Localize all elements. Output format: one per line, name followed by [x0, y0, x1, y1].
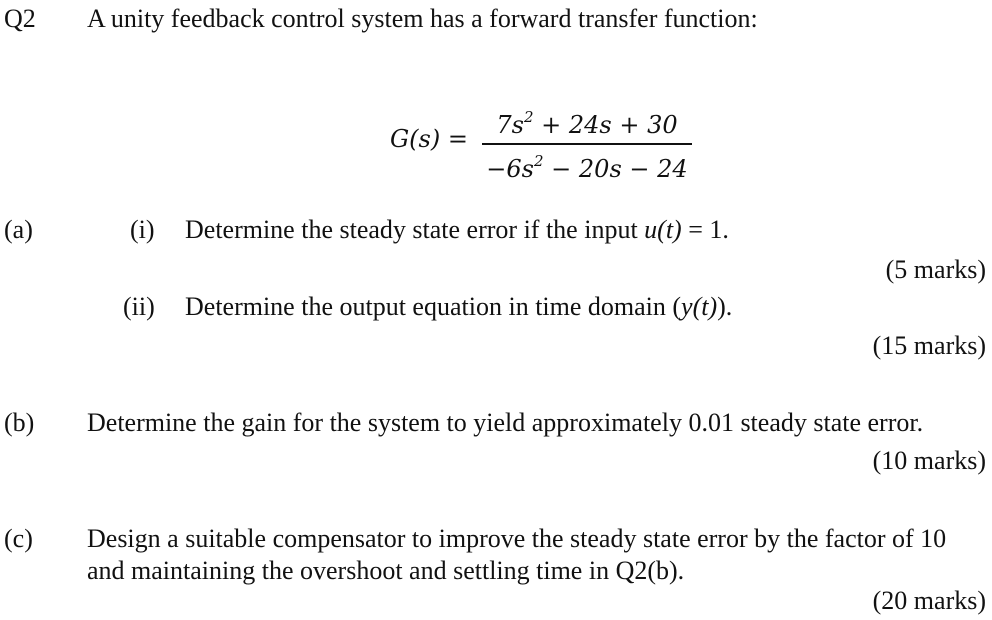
part-b-marks: (10 marks) [872, 446, 986, 475]
part-a-i-text-pre: Determine the steady state error if the input [185, 215, 645, 244]
part-a-ii-text-post: ). [717, 292, 733, 321]
part-a-ii-label: (ii) [123, 292, 155, 321]
part-a-ii-variable: y(t) [681, 292, 718, 321]
part-a-ii-text-pre: Determine the output equation in time domain ( [185, 292, 682, 321]
numerator-term: 7s [496, 111, 524, 139]
part-a-ii-text [185, 292, 732, 322]
part-c-marks: (20 marks) [872, 586, 986, 615]
question-intro: A unity feedback control system has a forward transfer function: [87, 4, 758, 33]
part-a-i-text [185, 215, 729, 245]
transfer-function-equation [390, 100, 710, 190]
denominator-rest: − 20s − 24 [543, 155, 688, 183]
numerator-rest: + 24s + 30 [533, 111, 678, 139]
part-a-ii-marks: (15 marks) [872, 331, 986, 360]
question-label: Q2 [4, 4, 36, 33]
part-c-line-2: and maintaining the overshoot and settling time in Q2(b). [87, 556, 685, 585]
fraction-bar [482, 143, 692, 145]
part-a-i-variable: u(t) [644, 215, 682, 244]
equation-lhs: G(s) = [390, 125, 468, 153]
part-b-label: (b) [4, 408, 35, 437]
part-b-text: Determine the gain for the system to yield approximately 0.01 steady state error. [87, 408, 924, 437]
denominator-exponent: 2 [534, 152, 544, 170]
part-c-line-1: Design a suitable compensator to improve the steady state error by the factor of 10 [87, 524, 947, 553]
part-c-label: (c) [4, 524, 33, 553]
equation-numerator [482, 104, 692, 140]
part-a-i-label: (i) [130, 215, 155, 244]
part-a-i-marks: (5 marks) [885, 255, 986, 284]
part-a-i-text-post: = 1. [681, 215, 729, 244]
equation-denominator [482, 148, 692, 184]
part-a-label: (a) [4, 215, 33, 244]
denominator-term: −6s [486, 155, 534, 183]
numerator-exponent: 2 [523, 108, 534, 126]
